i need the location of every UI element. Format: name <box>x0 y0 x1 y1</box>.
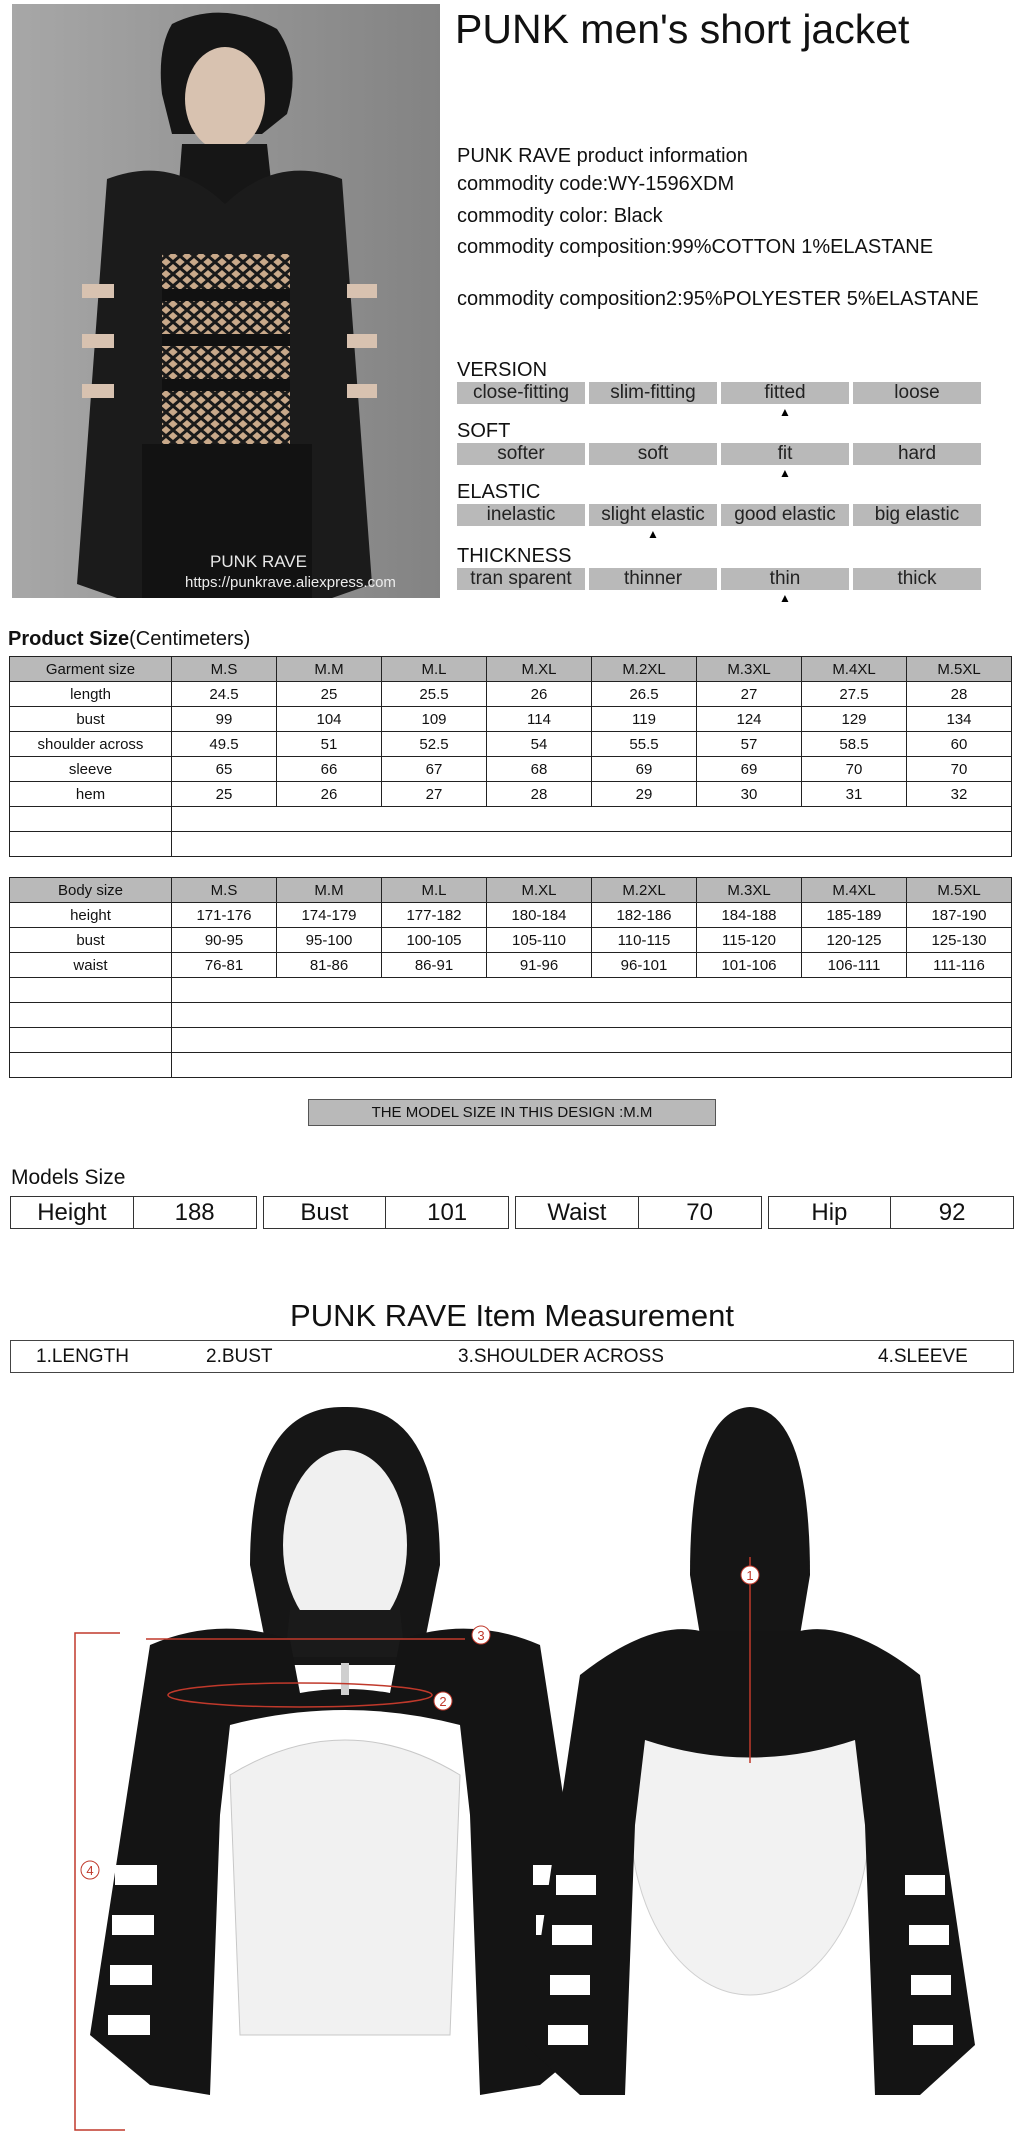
table-cell: 54 <box>487 732 592 757</box>
table-row <box>10 782 1012 807</box>
table-cell: 31 <box>802 782 907 807</box>
attribute-option: softer <box>457 443 585 465</box>
table-row <box>10 1028 1012 1053</box>
attribute-option: slim-fitting <box>589 382 717 404</box>
table-cell: 110-115 <box>592 928 697 953</box>
table-cell: 32 <box>907 782 1012 807</box>
commodity-color-value: Black <box>613 205 663 227</box>
attribute-option: slight elastic <box>589 504 717 526</box>
table-cell: 30 <box>697 782 802 807</box>
garment-size-table <box>9 656 1012 857</box>
table-cell: M.S <box>172 878 277 903</box>
table-cell: 25 <box>172 782 277 807</box>
table-cell: 57 <box>697 732 802 757</box>
table-cell: Body size <box>10 878 172 903</box>
model-measure-value: 92 <box>890 1197 1013 1228</box>
table-cell: 27 <box>697 682 802 707</box>
table-cell: 104 <box>277 707 382 732</box>
table-cell: 96-101 <box>592 953 697 978</box>
table-cell: 27 <box>382 782 487 807</box>
commodity-composition2-value: 95%POLYESTER 5%ELASTANE <box>682 288 979 310</box>
attribute-option: soft <box>589 443 717 465</box>
table-cell: M.4XL <box>802 878 907 903</box>
product-size-title <box>8 628 250 651</box>
table-cell: 91-96 <box>487 953 592 978</box>
attribute-option: fitted <box>721 382 849 404</box>
model-measure-label: Waist <box>547 1199 607 1226</box>
table-row <box>10 832 1012 857</box>
table-cell: 25 <box>277 682 382 707</box>
table-cell: M.L <box>382 878 487 903</box>
table-cell: 25.5 <box>382 682 487 707</box>
table-cell: 29 <box>592 782 697 807</box>
table-cell: 99 <box>172 707 277 732</box>
attribute-option: inelastic <box>457 504 585 526</box>
table-cell: 100-105 <box>382 928 487 953</box>
model-measure-label: Hip <box>811 1199 848 1226</box>
table-row <box>10 757 1012 782</box>
table-cell: sleeve <box>10 757 172 782</box>
table-row <box>10 903 1012 928</box>
model-measure-hip <box>768 1196 1015 1229</box>
table-cell: bust <box>10 928 172 953</box>
table-cell: 105-110 <box>487 928 592 953</box>
table-row <box>10 953 1012 978</box>
table-cell: 90-95 <box>172 928 277 953</box>
attribute-heading-soft: SOFT <box>457 420 511 442</box>
table-cell: Garment size <box>10 657 172 682</box>
table-cell <box>10 1053 172 1078</box>
table-cell: M.S <box>172 657 277 682</box>
model-measure-waist <box>515 1196 762 1229</box>
product-size-title-text: Product Size <box>8 628 130 650</box>
selected-marker-icon: ▲ <box>779 591 791 605</box>
table-cell <box>10 978 172 1003</box>
table-cell: 101-106 <box>697 953 802 978</box>
table-cell: height <box>10 903 172 928</box>
attribute-option: thin <box>721 568 849 590</box>
table-row <box>10 1003 1012 1028</box>
table-cell: 65 <box>172 757 277 782</box>
table-cell <box>172 1053 1012 1078</box>
table-row <box>10 1053 1012 1078</box>
marker-1-label: 1 <box>746 1568 754 1583</box>
table-cell: M.3XL <box>697 878 802 903</box>
model-measure-value: 101 <box>385 1197 508 1228</box>
table-cell: 49.5 <box>172 732 277 757</box>
table-cell: 109 <box>382 707 487 732</box>
table-cell: 68 <box>487 757 592 782</box>
table-cell: 76-81 <box>172 953 277 978</box>
table-cell: 70 <box>802 757 907 782</box>
commodity-composition <box>457 236 933 259</box>
table-cell: 60 <box>907 732 1012 757</box>
attribute-scale-elastic <box>457 504 981 526</box>
commodity-code <box>457 173 734 196</box>
model-size-note: THE MODEL SIZE IN THIS DESIGN :M.M <box>308 1099 716 1126</box>
marker-3-label: 3 <box>477 1628 485 1643</box>
table-cell: M.3XL <box>697 657 802 682</box>
table-cell: 27.5 <box>802 682 907 707</box>
front-view <box>75 1407 600 2130</box>
measurement-item-sleeve: 4.SLEEVE <box>878 1346 968 1367</box>
marker-4-label: 4 <box>86 1863 94 1878</box>
photo-watermark: PUNK RAVE <box>210 552 307 571</box>
commodity-composition-label: commodity composition: <box>457 236 672 258</box>
table-cell: 115-120 <box>697 928 802 953</box>
table-cell: M.XL <box>487 878 592 903</box>
attribute-option: loose <box>853 382 981 404</box>
back-markers <box>741 1566 759 1584</box>
table-cell: 70 <box>907 757 1012 782</box>
product-size-unit: (Centimeters) <box>129 628 251 650</box>
models-size-title: Models Size <box>11 1166 126 1189</box>
table-cell <box>172 807 1012 832</box>
table-cell: 134 <box>907 707 1012 732</box>
table-cell: 66 <box>277 757 382 782</box>
table-cell: 51 <box>277 732 382 757</box>
model-measure-bust <box>263 1196 510 1229</box>
table-cell: M.5XL <box>907 657 1012 682</box>
marker-2-label: 2 <box>439 1694 447 1709</box>
table-cell: 177-182 <box>382 903 487 928</box>
table-cell: length <box>10 682 172 707</box>
table-cell: M.5XL <box>907 878 1012 903</box>
table-cell: 182-186 <box>592 903 697 928</box>
attribute-scale-version <box>457 382 981 404</box>
table-cell: 180-184 <box>487 903 592 928</box>
table-cell: 111-116 <box>907 953 1012 978</box>
commodity-code-label: commodity code: <box>457 173 609 195</box>
table-row <box>10 978 1012 1003</box>
table-row <box>10 732 1012 757</box>
table-cell: 86-91 <box>382 953 487 978</box>
attribute-option: good elastic <box>721 504 849 526</box>
table-cell: 171-176 <box>172 903 277 928</box>
photo-watermark-url: https://punkrave.aliexpress.com <box>185 574 396 591</box>
model-photo <box>12 4 440 598</box>
attribute-heading-version: VERSION <box>457 359 548 381</box>
table-cell: 125-130 <box>907 928 1012 953</box>
measurement-legend <box>10 1340 1014 1373</box>
commodity-code-value: WY-1596XDM <box>608 173 735 195</box>
table-cell: hem <box>10 782 172 807</box>
table-header-row <box>10 878 1012 903</box>
table-cell <box>10 807 172 832</box>
table-cell: 174-179 <box>277 903 382 928</box>
attribute-option: thinner <box>589 568 717 590</box>
model-measure-label: Bust <box>300 1199 349 1226</box>
commodity-color-label: commodity color: <box>457 205 609 227</box>
selected-marker-icon: ▲ <box>779 466 791 480</box>
table-cell: 28 <box>907 682 1012 707</box>
model-measure-label: Height <box>37 1199 107 1226</box>
table-cell: 120-125 <box>802 928 907 953</box>
table-cell: 52.5 <box>382 732 487 757</box>
table-row <box>10 682 1012 707</box>
body-size-table <box>9 877 1012 1078</box>
measurement-title: PUNK RAVE Item Measurement <box>290 1298 734 1333</box>
model-measure-value: 70 <box>638 1197 761 1228</box>
table-cell <box>10 832 172 857</box>
table-cell: M.XL <box>487 657 592 682</box>
table-cell: 95-100 <box>277 928 382 953</box>
table-cell <box>10 1003 172 1028</box>
commodity-composition-value: 99%COTTON 1%ELASTANE <box>671 236 934 258</box>
table-cell <box>172 1028 1012 1053</box>
measurement-item-length: 1.LENGTH <box>36 1346 129 1367</box>
table-cell: shoulder across <box>10 732 172 757</box>
table-cell: 187-190 <box>907 903 1012 928</box>
table-row <box>10 707 1012 732</box>
table-cell: waist <box>10 953 172 978</box>
table-cell: 69 <box>697 757 802 782</box>
table-cell: 28 <box>487 782 592 807</box>
measurement-item-bust: 2.BUST <box>206 1346 273 1367</box>
garment-measurement-diagrams <box>0 1395 1024 2140</box>
table-cell: M.4XL <box>802 657 907 682</box>
table-cell: M.M <box>277 878 382 903</box>
attribute-heading-thickness: THICKNESS <box>457 545 572 567</box>
table-cell: 55.5 <box>592 732 697 757</box>
attribute-option: thick <box>853 568 981 590</box>
table-cell: M.2XL <box>592 657 697 682</box>
table-cell <box>172 832 1012 857</box>
product-title: PUNK men's short jacket <box>455 6 910 52</box>
table-cell: M.L <box>382 657 487 682</box>
selected-marker-icon: ▲ <box>647 527 659 541</box>
table-cell: 185-189 <box>802 903 907 928</box>
table-cell: 24.5 <box>172 682 277 707</box>
attribute-option: tran sparent <box>457 568 585 590</box>
table-row <box>10 807 1012 832</box>
back-view <box>525 1407 975 2095</box>
table-cell: 67 <box>382 757 487 782</box>
commodity-color <box>457 205 663 228</box>
model-measure-value: 188 <box>133 1197 256 1228</box>
table-cell <box>172 978 1012 1003</box>
table-cell: M.2XL <box>592 878 697 903</box>
model-figure-illustration <box>12 4 440 598</box>
table-cell: 58.5 <box>802 732 907 757</box>
commodity-composition2-label: commodity composition2: <box>457 288 683 310</box>
table-cell: 69 <box>592 757 697 782</box>
attribute-option: hard <box>853 443 981 465</box>
table-cell: bust <box>10 707 172 732</box>
info-heading: PUNK RAVE product information <box>457 145 748 167</box>
attribute-heading-elastic: ELASTIC <box>457 481 541 503</box>
model-measure-height <box>10 1196 257 1229</box>
table-cell: M.M <box>277 657 382 682</box>
table-cell: 114 <box>487 707 592 732</box>
table-cell: 184-188 <box>697 903 802 928</box>
selected-marker-icon: ▲ <box>779 405 791 419</box>
table-cell: 81-86 <box>277 953 382 978</box>
attribute-scale-soft <box>457 443 981 465</box>
attribute-option: close-fitting <box>457 382 585 404</box>
table-cell <box>10 1028 172 1053</box>
table-row <box>10 928 1012 953</box>
attribute-scale-thickness <box>457 568 981 590</box>
commodity-composition2 <box>457 288 979 311</box>
table-cell: 26.5 <box>592 682 697 707</box>
table-cell: 129 <box>802 707 907 732</box>
attribute-option: big elastic <box>853 504 981 526</box>
models-size-row <box>10 1196 1014 1229</box>
attribute-option: fit <box>721 443 849 465</box>
table-cell: 26 <box>277 782 382 807</box>
table-header-row <box>10 657 1012 682</box>
table-cell: 119 <box>592 707 697 732</box>
table-cell: 26 <box>487 682 592 707</box>
table-cell: 106-111 <box>802 953 907 978</box>
measurement-item-shoulder: 3.SHOULDER ACROSS <box>458 1346 664 1367</box>
table-cell: 124 <box>697 707 802 732</box>
table-cell <box>172 1003 1012 1028</box>
